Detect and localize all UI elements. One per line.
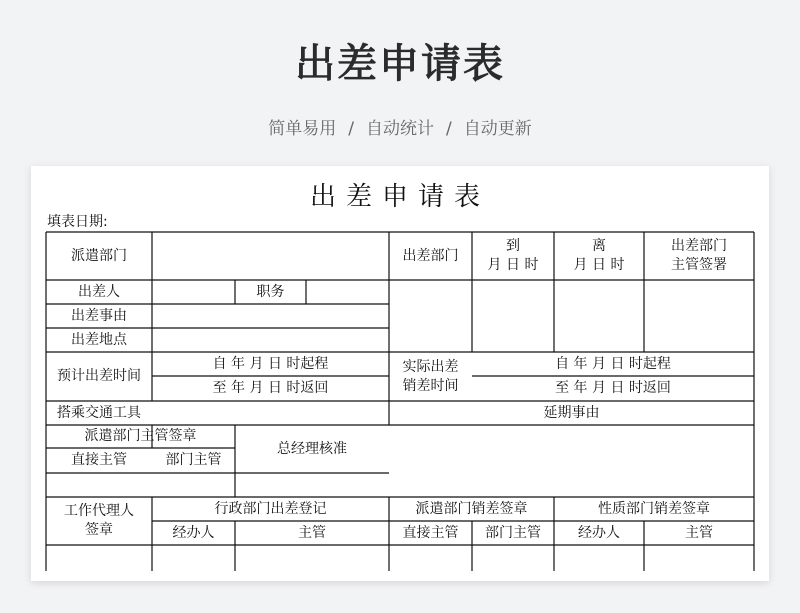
label-traveler: 出差人 bbox=[78, 283, 120, 300]
label-handler: 经办人 bbox=[172, 524, 215, 541]
actual-to-field[interactable]: 至 年 月 日 时返回 bbox=[555, 380, 671, 397]
label-agent-sign: 工作代理人 签章 bbox=[64, 503, 134, 538]
nature-handler-sign-input[interactable] bbox=[554, 545, 644, 571]
position-input[interactable] bbox=[306, 280, 389, 304]
page-title: 出差申请表 bbox=[295, 41, 505, 87]
traveler-input[interactable] bbox=[152, 280, 235, 304]
reason-input[interactable] bbox=[152, 304, 389, 328]
form-sheet bbox=[31, 166, 769, 581]
admin-handler-sign-input[interactable] bbox=[152, 545, 235, 571]
subtitle-item: 简单易用 bbox=[268, 119, 337, 139]
arrive-input[interactable] bbox=[472, 280, 554, 352]
label-reason: 出差事由 bbox=[71, 307, 127, 324]
leave-input[interactable] bbox=[554, 280, 644, 352]
trip-dept-input[interactable] bbox=[389, 280, 472, 352]
label-supervisor-2: 主管 bbox=[685, 524, 713, 541]
fill-date-label: 填表日期: bbox=[47, 214, 108, 230]
label-leave: 离 月 日 时 bbox=[573, 238, 625, 273]
label-location: 出差地点 bbox=[71, 331, 127, 348]
extension-reason-input[interactable] bbox=[389, 425, 754, 497]
label-gm-approval: 总经理核准 bbox=[277, 440, 347, 457]
label-extension-reason: 延期事由 bbox=[543, 404, 600, 421]
label-planned-time: 预计出差时间 bbox=[57, 368, 141, 385]
label-actual-time: 实际出差 销差时间 bbox=[402, 358, 459, 394]
label-dept-supervisor: 部门主管 bbox=[165, 452, 222, 469]
subtitle bbox=[0, 114, 800, 139]
label-direct-supervisor-2: 直接主管 bbox=[402, 524, 459, 541]
label-direct-supervisor: 直接主管 bbox=[71, 452, 127, 469]
label-handler-2: 经办人 bbox=[578, 524, 620, 541]
direct-supervisor-sign-input[interactable] bbox=[46, 473, 152, 497]
nature-supervisor-sign-input[interactable] bbox=[644, 545, 754, 571]
label-supervisor: 主管 bbox=[298, 524, 326, 541]
label-position: 职务 bbox=[256, 283, 285, 300]
subtitle-item: 自动统计 bbox=[366, 119, 434, 139]
label-dispatch-manager-sign: 派遣部门主管签章 bbox=[84, 428, 197, 445]
trip-dept-manager-sign-input[interactable] bbox=[644, 280, 754, 352]
dispatch-dept-input[interactable] bbox=[152, 232, 389, 280]
label-dept-supervisor-2: 部门主管 bbox=[485, 524, 541, 541]
label-transport: 搭乘交通工具 bbox=[57, 404, 141, 421]
label-trip-dept-manager-sign: 出差部门 主管签署 bbox=[671, 238, 727, 273]
actual-from-field[interactable]: 自 年 月 日 时起程 bbox=[555, 355, 671, 372]
label-dispatch-dept: 派遣部门 bbox=[71, 247, 127, 264]
subtitle-separator: / bbox=[348, 119, 354, 139]
agent-sign-input[interactable] bbox=[46, 545, 152, 571]
planned-to-field[interactable]: 至 年 月 日 时返回 bbox=[212, 380, 329, 397]
dispatch-direct-sign-input[interactable] bbox=[389, 545, 472, 571]
admin-supervisor-sign-input[interactable] bbox=[235, 545, 389, 571]
location-input[interactable] bbox=[152, 328, 389, 352]
planned-from-field[interactable]: 自 年 月 日 时起程 bbox=[212, 355, 329, 372]
label-admin-registration: 行政部门出差登记 bbox=[214, 500, 327, 517]
label-arrive: 到 月 日 时 bbox=[487, 238, 539, 273]
subtitle-separator: / bbox=[446, 119, 452, 139]
gm-approval-input[interactable] bbox=[235, 473, 389, 497]
subtitle-item: 自动更新 bbox=[463, 119, 532, 139]
form-title: 出差申请表 bbox=[309, 182, 490, 212]
dept-supervisor-sign-input[interactable] bbox=[152, 473, 235, 497]
label-dispatch-closeout-sign: 派遣部门销差签章 bbox=[415, 500, 528, 517]
label-nature-closeout-sign: 性质部门销差签章 bbox=[598, 500, 710, 517]
transport-input[interactable] bbox=[152, 401, 389, 425]
label-trip-dept: 出差部门 bbox=[402, 247, 459, 264]
dispatch-dept-sign-input[interactable] bbox=[472, 545, 554, 571]
